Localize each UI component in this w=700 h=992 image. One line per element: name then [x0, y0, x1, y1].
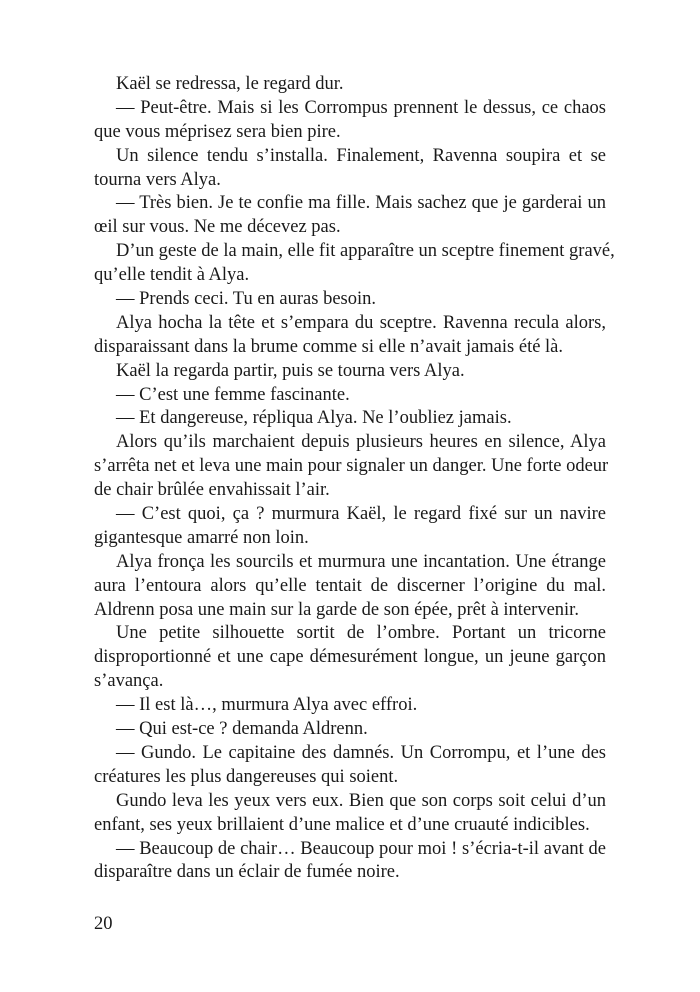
page	[94, 73, 615, 937]
text-line: D’un geste de la main, elle fit apparaître un sceptre finement gravé,	[116, 241, 615, 262]
text-line: — Gundo. Le capitaine des damnés. Un Corrompu, et l’une des	[116, 742, 606, 763]
paragraph	[94, 192, 606, 240]
text-line: Une petite silhouette sortit de l’ombre. Portant un tricorne	[116, 623, 606, 644]
paragraph	[94, 694, 606, 718]
paragraph	[94, 622, 606, 694]
paragraph	[94, 431, 609, 503]
text-line: disproportionné et une cape démesurément longue, un jeune garçon	[94, 647, 606, 668]
text-line: créatures les plus dangereuses qui soient.	[94, 766, 399, 787]
text-line: Alya hocha la tête et s’empara du sceptre. Ravenna recula alors,	[116, 312, 606, 333]
text-line: s’arrêta net et leva une main pour signaler un danger. Une forte odeur	[94, 456, 609, 477]
text-line: — Peut-être. Mais si les Corrompus prennent le dessus, ce chaos	[116, 97, 606, 118]
paragraph	[94, 407, 606, 431]
body-text	[94, 73, 615, 885]
text-line: — Qui est-ce ? demanda Aldrenn.	[116, 719, 368, 740]
text-line: — Beaucoup de chair… Beaucoup pour moi ! s’écria-t-il avant de	[116, 838, 606, 859]
text-line: s’avança.	[94, 671, 164, 692]
text-line: gigantesque amarré non loin.	[94, 527, 309, 548]
text-line: aura l’entoura alors qu’elle tentait de discerner l’origine du mal.	[94, 575, 606, 596]
paragraph	[94, 97, 606, 145]
paragraph	[94, 503, 606, 551]
text-line: — Prends ceci. Tu en auras besoin.	[116, 289, 376, 310]
text-line: — Il est là…, murmura Alya avec effroi.	[116, 695, 418, 716]
text-line: disparaissant dans la brume comme si elle n’avait jamais été là.	[94, 336, 564, 357]
paragraph	[94, 551, 606, 623]
paragraph	[94, 240, 615, 288]
paragraph	[94, 838, 606, 886]
text-line: tourna vers Alya.	[94, 169, 221, 190]
paragraph	[94, 288, 606, 312]
text-line: que vous méprisez sera bien pire.	[94, 121, 341, 142]
paragraph	[94, 718, 606, 742]
text-line: Gundo leva les yeux vers eux. Bien que son corps soit celui d’un	[116, 790, 606, 811]
text-line: Un silence tendu s’installa. Finalement, Ravenna soupira et se	[116, 145, 606, 166]
text-line: — C’est quoi, ça ? murmura Kaël, le regard fixé sur un navire	[116, 504, 606, 525]
text-line: — Très bien. Je te confie ma fille. Mais sachez que je garderai un	[116, 193, 606, 214]
paragraph	[94, 145, 606, 193]
paragraph	[94, 312, 606, 360]
text-line: — Et dangereuse, répliqua Alya. Ne l’oubliez jamais.	[116, 408, 512, 429]
paragraph	[94, 742, 606, 790]
paragraph	[94, 360, 606, 384]
text-line: qu’elle tendit à Alya.	[94, 265, 250, 286]
text-line: disparaître dans un éclair de fumée noire.	[94, 862, 400, 883]
paragraph	[94, 384, 606, 408]
paragraph	[94, 790, 606, 838]
page-number: 20	[94, 914, 113, 935]
text-line: Kaël la regarda partir, puis se tourna vers Alya.	[116, 360, 465, 381]
text-line: de chair brûlée envahissait l’air.	[94, 480, 330, 501]
text-line: œil sur vous. Ne me décevez pas.	[94, 217, 341, 238]
text-line: enfant, ses yeux brillaient d’une malice et d’une cruauté indicibles.	[94, 814, 590, 835]
text-line: Alors qu’ils marchaient depuis plusieurs heures en silence, Alya	[116, 432, 606, 453]
paragraph	[94, 73, 606, 97]
text-line: Aldrenn posa une main sur la garde de son épée, prêt à intervenir.	[94, 599, 579, 620]
text-line: Kaël se redressa, le regard dur.	[116, 74, 344, 94]
text-line: Alya fronça les sourcils et murmura une incantation. Une étrange	[116, 551, 606, 572]
text-line: — C’est une femme fascinante.	[116, 384, 350, 405]
